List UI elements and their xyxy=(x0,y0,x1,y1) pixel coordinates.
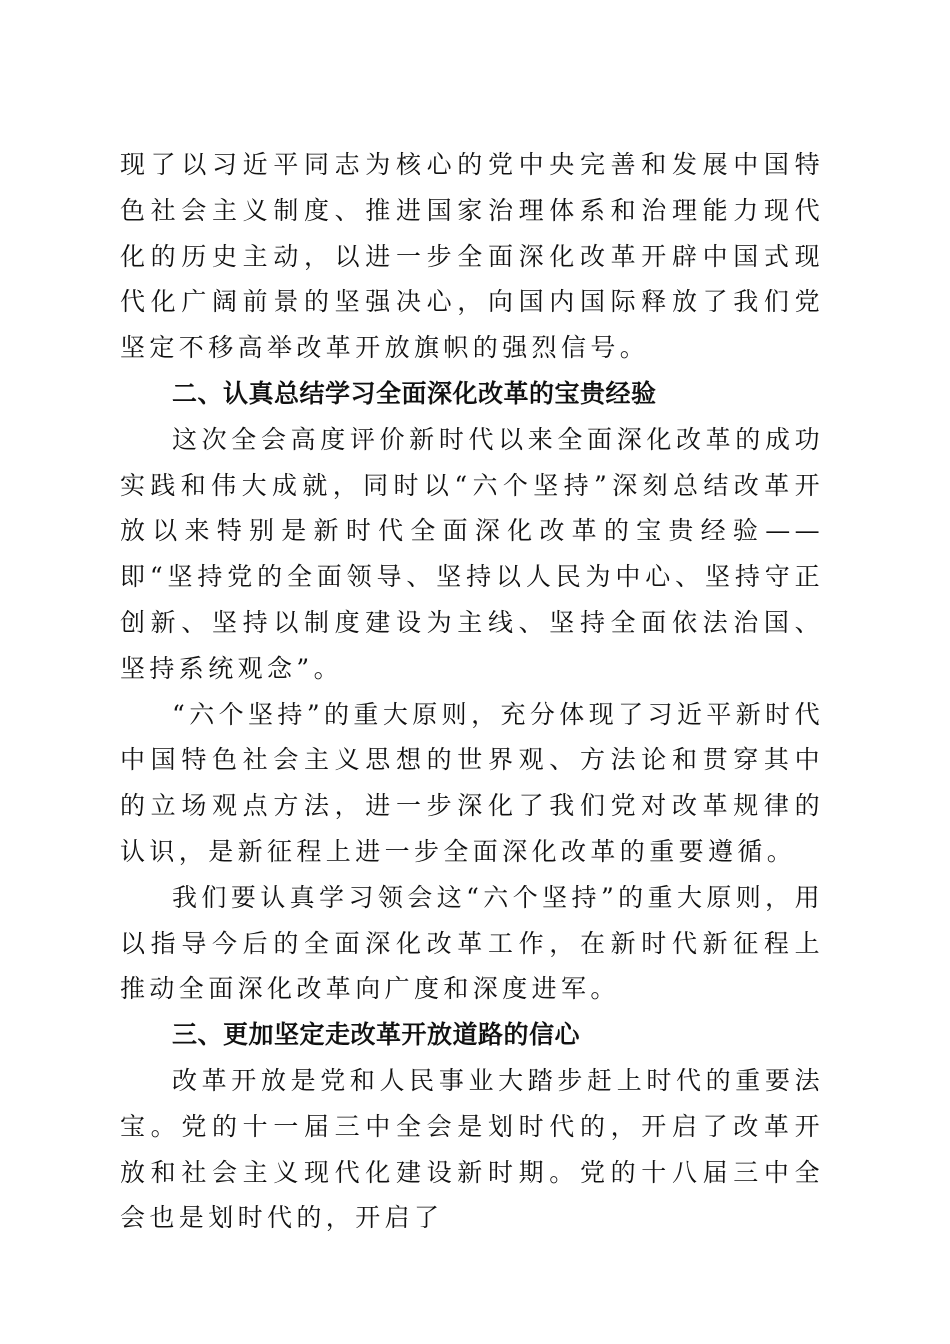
section-heading-3: 三、更加坚定走改革开放道路的信心 xyxy=(172,1020,581,1050)
paragraph: 改革开放是党和人民事业大踏步赶上时代的重要法宝。党的十一届三中全会是划时代的，开启了改革开放和社会主义现代化建设新时期。党的十八届三中全会也是划时代的，开启了 xyxy=(120,1065,824,1233)
paragraph: 我们要认真学习领会这“六个坚持”的重大原则，用以指导今后的全面深化改革工作，在新时代新征程上推动全面深化改革向广度和深度进军。 xyxy=(120,882,824,1004)
section-heading-2: 二、认真总结学习全面深化改革的宝贵经验 xyxy=(172,378,657,408)
paragraph: 这次全会高度评价新时代以来全面深化改革的成功实践和伟大成就，同时以“六个坚持”深刻总结改革开放以来特别是新时代全面深化改革的宝贵经验——即“坚持党的全面领导、坚持以人民为中心、坚持守正创新、坚持以制度建设为主线、坚持全面依法治国、坚持系统观念”。 xyxy=(120,424,824,683)
paragraph: “六个坚持”的重大原则，充分体现了习近平新时代中国特色社会主义思想的世界观、方法论和贯穿其中的立场观点方法，进一步深化了我们党对改革规律的认识，是新征程上进一步全面深化改革的重要遵循。 xyxy=(120,699,824,866)
document-body xyxy=(120,142,824,1241)
paragraph-continued: 现了以习近平同志为核心的党中央完善和发展中国特色社会主义制度、推进国家治理体系和治理能力现代化的历史主动，以进一步全面深化改革开辟中国式现代化广阔前景的坚强决心，向国内国际释放了我们党坚定不移高举改革开放旗帜的强烈信号。 xyxy=(120,150,824,363)
